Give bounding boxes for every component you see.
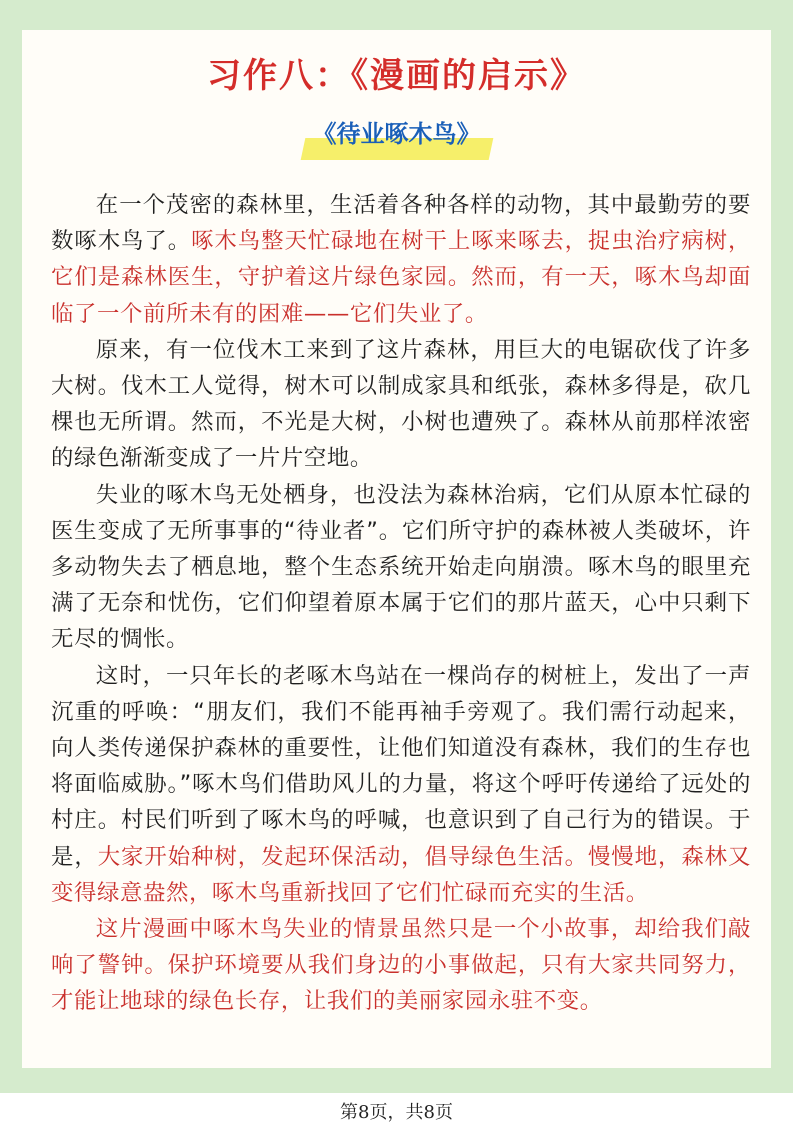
paragraph-2-text: 原来，有一位伐木工来到了这片森林，用巨大的电锯砍伐了许多大树。伐木工人觉得，树木可以制成家具和纸张，森林多得是，砍几棵也无所谓。然而，不光是大树，小树也遭殃了。森林从前那样浓密的绿色渐渐变成了一片片空地。 [51, 336, 751, 472]
subtitle-container [0, 118, 793, 150]
page-title: 习作八：《漫画的启示》 [207, 56, 586, 96]
paragraph-4 [51, 658, 751, 911]
paragraph-2 [51, 332, 751, 477]
paragraph-1-highlighted-text: 啄木鸟整天忙碌地在树干上啄来啄去，捉虫治疗病树，它们是森林医生，守护着这片绿色家园。然而，有一天，啄木鸟却面临了一个前所未有的困难——它们失业了。 [51, 228, 751, 327]
paragraph-1-text: 在一个茂密的森林里，生活着各种各样的动物，其中最勤劳的要数啄木鸟了。 [51, 192, 751, 255]
paragraph-4-text: 这时，一只年长的老啄木鸟站在一棵尚存的树桩上，发出了一声沉重的呼唤：“朋友们，我们不能再袖手旁观了。我们需行动起来，向人类传递保护森林的重要性，让他们知道没有森林，我们的生存也将面临威胁。”啄木鸟们借助风儿的力量，将这个呼吁传递给了远处的村庄。村民们听到了啄木鸟的呼喊，也意识到了自己行为的错误。于是， [51, 662, 751, 870]
paragraph-3 [51, 477, 751, 658]
essay-body [51, 187, 751, 1020]
paragraph-5 [51, 911, 751, 1020]
paragraph-1 [51, 187, 751, 332]
essay-subtitle [307, 118, 487, 150]
paragraph-3-text: 失业的啄木鸟无处栖身，也没法为森林治病，它们从原本忙碌的医生变成了无所事事的“待业者”。它们所守护的森林被人类破坏，许多动物失去了栖息地，整个生态系统开始走向崩溃。啄木鸟的眼里充满了无奈和忧伤，它们仰望着原本属于它们的那片蓝天，心中只剩下无尽的惆怅。 [51, 481, 751, 653]
paragraph-5-highlighted-text: 这片漫画中啄木鸟失业的情景虽然只是一个小故事，却给我们敲响了警钟。保护环境要从我们身边的小事做起，只有大家共同努力，才能让地球的绿色长存，让我们的美丽家园永驻不变。 [51, 916, 751, 1015]
subtitle-text: 《待业啄木鸟》 [312, 120, 481, 148]
page-number-footer: 第8页，共8页 [340, 1102, 453, 1123]
paragraph-4-highlighted-text: 大家开始种树，发起环保活动，倡导绿色生活。慢慢地，森林又变得绿意盎然，啄木鸟重新找回了它们忙碌而充实的生活。 [51, 843, 751, 906]
